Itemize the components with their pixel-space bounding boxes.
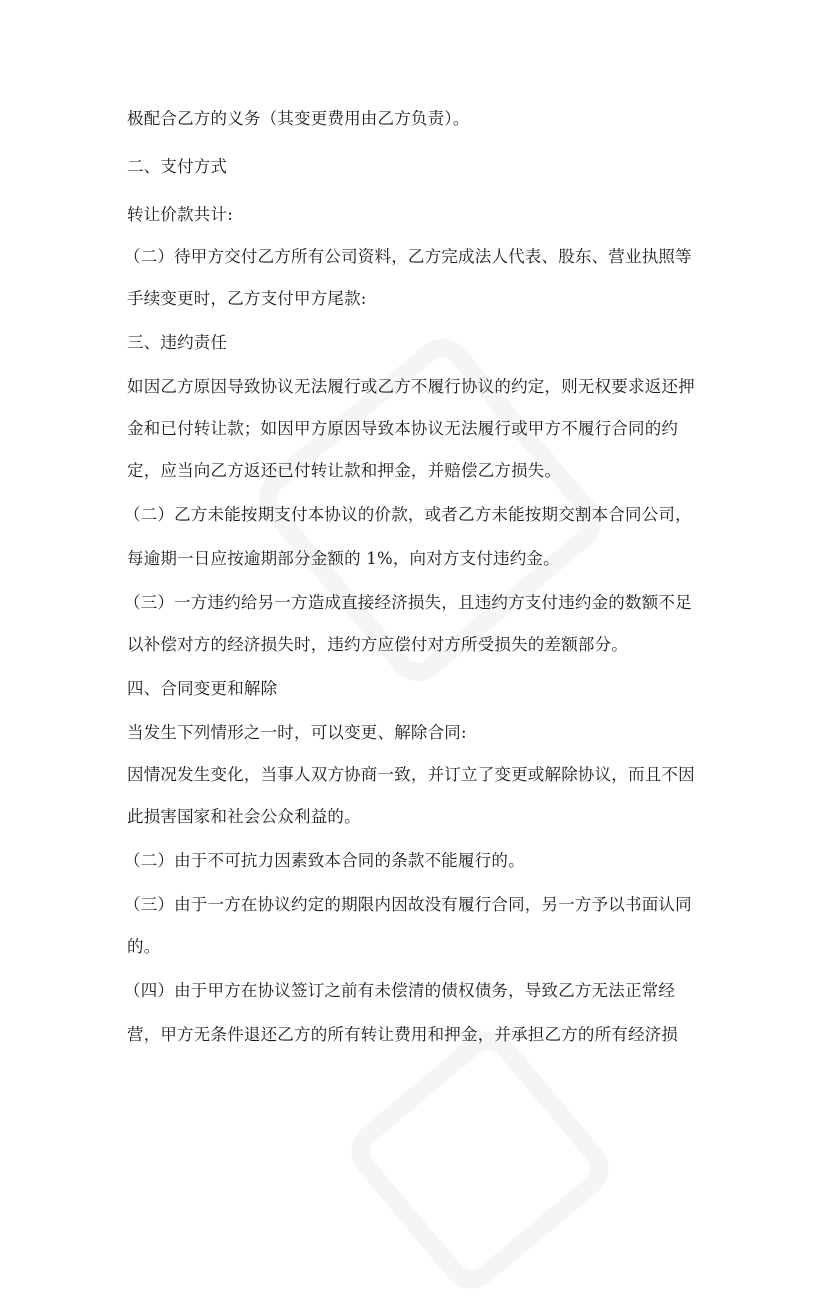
section-heading-breach: 三、违约责任 [127,333,228,352]
paragraph-line: （三）一方违约给另一方造成直接经济损失，且违约方支付违约金的数额不足 [124,593,692,612]
section-heading-payment: 二、支付方式 [127,157,228,176]
paragraph-line: （四）由于甲方在协议签订之前有未偿清的债权债务，导致乙方无法正常经 [124,981,676,1000]
paragraph-line: 每逾期一日应按逾期部分金额的 1%，向对方支付违约金。 [127,549,560,568]
watermark-logo-bottom [339,1019,621,1301]
paragraph-line: 定，应当向乙方返还已付转让款和押金，并赔偿乙方损失。 [127,461,562,480]
paragraph-line: （二）乙方未能按期支付本协议的价款，或者乙方未能按期交割本合同公司， [124,505,692,524]
paragraph-line: （二）由于不可抗力因素致本合同的条款不能履行的。 [124,851,525,870]
paragraph-line: 当发生下列情形之一时，可以变更、解除合同: [127,723,467,742]
paragraph-line: 极配合乙方的义务（其变更费用由乙方负责）。 [127,109,470,128]
paragraph-line: 转让价款共计: [127,205,233,224]
paragraph-line: 此损害国家和社会公众利益的。 [127,807,361,826]
paragraph-line: 的。 [127,937,161,956]
paragraph-line: 手续变更时，乙方支付甲方尾款: [127,289,367,308]
paragraph-line: 金和已付转让款；如因甲方原因导致本协议无法履行或甲方不履行合同的约 [127,419,679,438]
paragraph-line: 如因乙方原因导致协议无法履行或乙方不履行协议的约定，则无权要求返还押 [127,377,695,396]
paragraph-line: 以补偿对方的经济损失时，违约方应偿付对方所受损失的差额部分。 [127,635,628,654]
section-heading-change: 四、合同变更和解除 [127,679,278,698]
paragraph-line: 营，甲方无条件退还乙方的所有转让费用和押金，并承担乙方的所有经济损 [127,1025,679,1044]
paragraph-line: （二）待甲方交付乙方所有公司资料，乙方完成法人代表、股东、营业执照等 [124,247,692,266]
paragraph-line: 因情况发生变化，当事人双方协商一致，并订立了变更或解除协议，而且不因 [127,765,695,784]
paragraph-line: （三）由于一方在协议约定的期限内因故没有履行合同，另一方予以书面认同 [124,895,692,914]
